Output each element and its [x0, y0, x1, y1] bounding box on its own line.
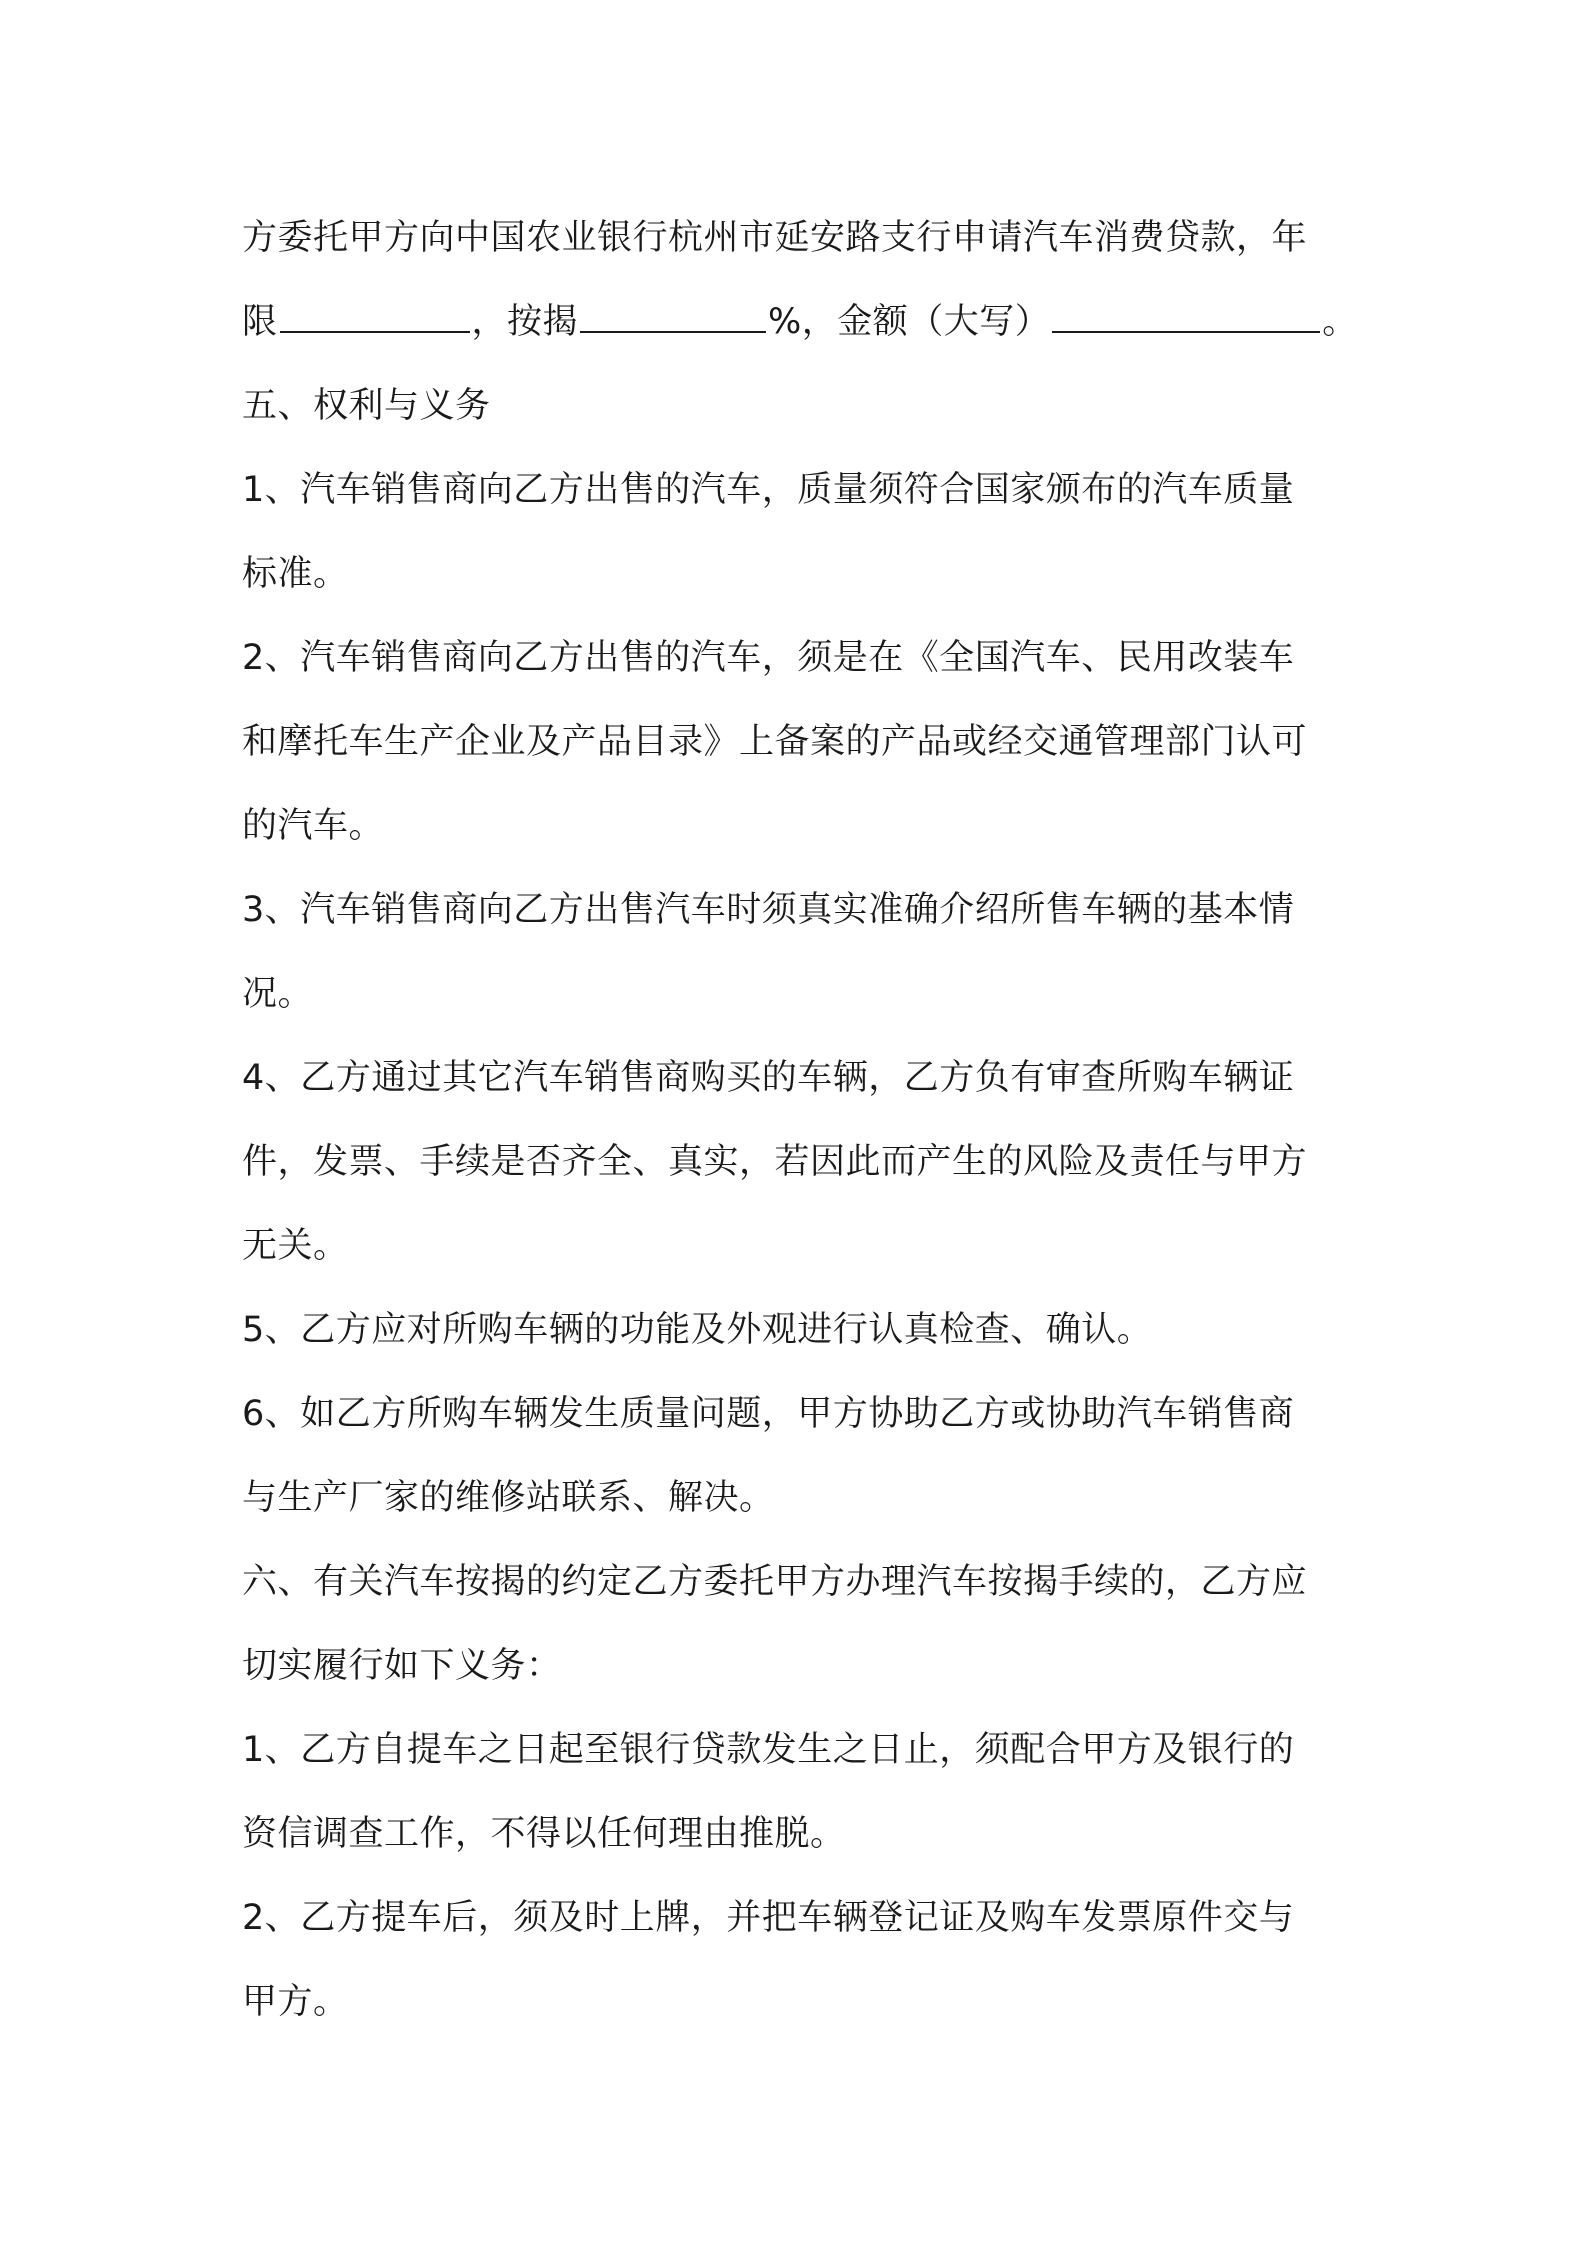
text-line: 资信调查工作，不得以任何理由推脱。 — [242, 1814, 846, 1854]
term-blank — [280, 301, 470, 333]
text-fragment: 限 — [242, 302, 278, 342]
text-fragment: ，按揭 — [471, 302, 579, 342]
text-fragment: 。 — [1322, 302, 1358, 342]
text-line: 1、汽车销售商向乙方出售的汽车，质量须符合国家颁布的汽车质量 — [242, 470, 1295, 510]
text-line: 况。 — [242, 974, 314, 1014]
text-line: 和摩托车生产企业及产品目录》上备案的产品或经交通管理部门认可 — [242, 722, 1308, 762]
text-line: 标准。 — [242, 554, 349, 594]
text-line: 3、汽车销售商向乙方出售汽车时须真实准确介绍所售车辆的基本情 — [242, 890, 1295, 930]
loan-terms-line — [242, 280, 1358, 364]
mortgage-blank — [580, 301, 766, 333]
amount-blank — [1052, 301, 1320, 333]
text-line: 1、乙方自提车之日起至银行贷款发生之日止，须配合甲方及银行的 — [242, 1730, 1295, 1770]
section-heading: 五、权利与义务 — [242, 386, 491, 426]
text-fragment: %，金额（大写） — [768, 302, 1051, 342]
section-heading: 六、有关汽车按揭的约定乙方委托甲方办理汽车按揭手续的，乙方应 — [242, 1562, 1308, 1602]
text-line: 2、乙方提车后，须及时上牌，并把车辆登记证及购车发票原件交与 — [242, 1898, 1295, 1938]
text-line: 6、如乙方所购车辆发生质量问题，甲方协助乙方或协助汽车销售商 — [242, 1394, 1295, 1434]
document-body — [242, 196, 1358, 2044]
text-line: 件，发票、手续是否齐全、真实，若因此而产生的风险及责任与甲方 — [242, 1142, 1308, 1182]
text-line: 与生产厂家的维修站联系、解决。 — [242, 1478, 775, 1518]
text-line: 甲方。 — [242, 1982, 349, 2022]
text-line: 5、乙方应对所购车辆的功能及外观进行认真检查、确认。 — [242, 1310, 1153, 1350]
text-line: 切实履行如下义务： — [242, 1646, 562, 1686]
text-line: 4、乙方通过其它汽车销售商购买的车辆，乙方负有审查所购车辆证 — [242, 1058, 1295, 1098]
text-line: 的汽车。 — [242, 806, 385, 846]
text-line: 2、汽车销售商向乙方出售的汽车，须是在《全国汽车、民用改装车 — [242, 638, 1295, 678]
text-line: 无关。 — [242, 1226, 349, 1266]
text-line: 方委托甲方向中国农业银行杭州市延安路支行申请汽车消费贷款，年 — [242, 218, 1308, 258]
